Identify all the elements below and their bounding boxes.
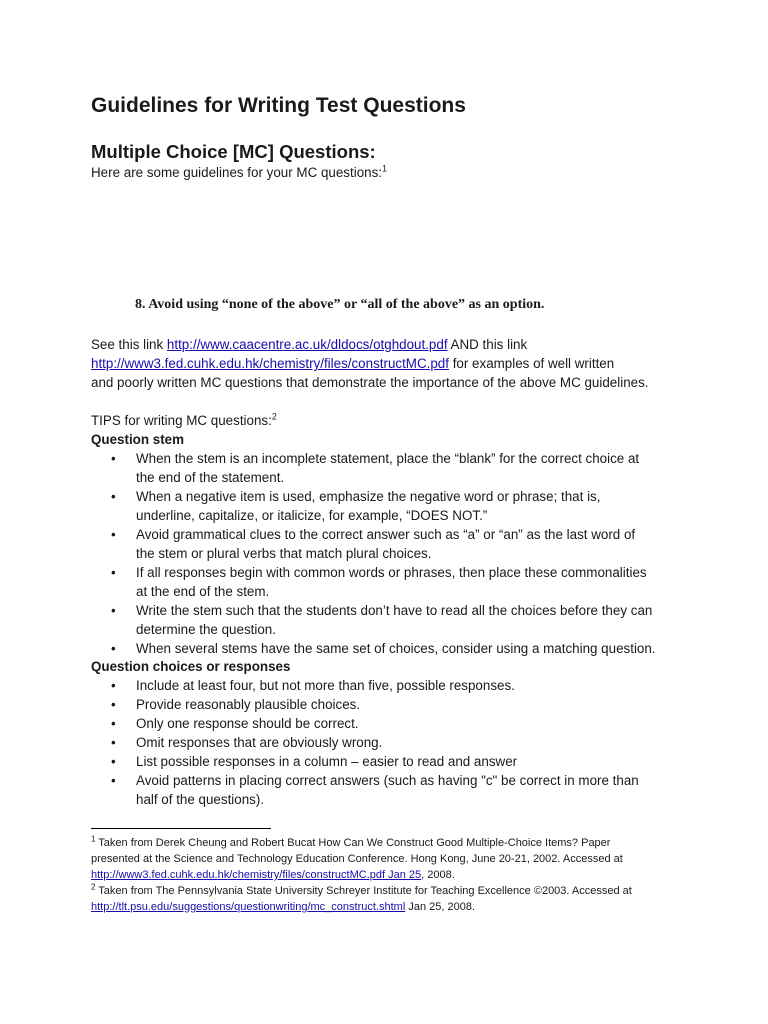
section-heading: Multiple Choice [MC] Questions: bbox=[91, 141, 376, 162]
list-item-text: Provide reasonably plausible choices. bbox=[136, 697, 361, 712]
list-item bbox=[91, 449, 691, 487]
list-item-text: When a negative item is used, emphasize the negative word or phrase; that is, bbox=[136, 489, 601, 504]
list-item-text: underline, capitalize, or italicize, for example, “DOES NOT.” bbox=[136, 508, 488, 523]
bullet-icon: • bbox=[111, 697, 116, 712]
stem-list bbox=[91, 449, 691, 658]
bullet-icon: • bbox=[111, 603, 116, 618]
choices-list bbox=[91, 676, 691, 809]
list-item-text: Omit responses that are obviously wrong. bbox=[136, 735, 383, 750]
list-item-text: List possible responses in a column – easier to read and answer bbox=[136, 754, 518, 769]
list-item-text: Only one response should be correct. bbox=[136, 716, 359, 731]
list-item-text: the end of the statement. bbox=[136, 470, 285, 485]
footnote-ref: 1 bbox=[382, 163, 388, 174]
list-item bbox=[91, 714, 691, 733]
footnote-1-line-3: http://www3.fed.cuhk.edu.hk/chemistry/files/constructMC.pdf Jan 25, 2008. bbox=[91, 869, 455, 881]
stem-heading: Question stem bbox=[91, 432, 185, 447]
footnote-1-link[interactable]: http://www3.fed.cuhk.edu.hk/chemistry/files/constructMC.pdf Jan 25 bbox=[91, 869, 422, 881]
list-item-text: half of the questions). bbox=[136, 792, 265, 807]
bullet-icon: • bbox=[111, 451, 116, 466]
tips-heading: TIPS for writing MC questions:$^2$ bbox=[91, 411, 277, 428]
list-item-text: the stem or plural verbs that match plural choices. bbox=[136, 546, 432, 561]
list-item-text: Avoid patterns in placing correct answers (such as having "c" be correct in more than bbox=[136, 773, 639, 788]
list-item-text: determine the question. bbox=[136, 622, 276, 637]
bullet-icon: • bbox=[111, 527, 116, 542]
list-item bbox=[91, 563, 691, 601]
links-line-1: See this link http://www.caacentre.ac.uk/dldocs/otghdout.pdf AND this link bbox=[91, 337, 528, 352]
list-item bbox=[91, 601, 691, 639]
bullet-icon: • bbox=[111, 754, 116, 769]
bullet-icon: • bbox=[111, 489, 116, 504]
footnote-divider bbox=[91, 828, 271, 829]
footnote-ref: 2 bbox=[271, 411, 277, 422]
list-item-text: Avoid grammatical clues to the correct answer such as “a” or “an” as the last word of bbox=[136, 527, 636, 542]
list-item bbox=[91, 695, 691, 714]
list-item bbox=[91, 525, 691, 563]
footnote-2-line-2: http://tlt.psu.edu/suggestions/questionwriting/mc_construct.shtml Jan 25, 2008. bbox=[91, 901, 476, 913]
list-item bbox=[91, 752, 691, 771]
list-item-text: If all responses begin with common words or phrases, then place these commonalities bbox=[136, 565, 647, 580]
choices-heading: Question choices or responses bbox=[91, 659, 291, 674]
list-item bbox=[91, 487, 691, 525]
list-item-text: When the stem is an incomplete statement, place the “blank” for the correct choice at bbox=[136, 451, 640, 466]
list-item bbox=[91, 771, 691, 809]
bullet-icon: • bbox=[111, 716, 116, 731]
list-item-text: When several stems have the same set of choices, consider using a matching question. bbox=[136, 641, 656, 656]
bullet-icon: • bbox=[111, 678, 116, 693]
cuhk-link[interactable]: http://www3.fed.cuhk.edu.hk/chemistry/files/constructMC.pdf bbox=[91, 356, 449, 371]
caacentre-link[interactable]: http://www.caacentre.ac.uk/dldocs/otghdout.pdf bbox=[166, 337, 448, 352]
bullet-icon: • bbox=[111, 735, 116, 750]
footnote-1-line-2: presented at the Science and Technology Education Conference. Hong Kong, June 20-21, 2002. Accessed at bbox=[91, 853, 623, 865]
bullet-icon: • bbox=[111, 641, 116, 656]
footnote-2-link[interactable]: http://tlt.psu.edu/suggestions/questionwriting/mc_construct.shtml bbox=[91, 901, 406, 913]
links-line-3: and poorly written MC questions that demonstrate the importance of the above MC guidelines. bbox=[91, 375, 649, 390]
list-item-text: Write the stem such that the students don’t have to read all the choices before they can bbox=[136, 603, 653, 618]
guideline-item-8: 8. Avoid using “none of the above” or “all of the above” as an option. bbox=[135, 297, 545, 312]
list-item-text: at the end of the stem. bbox=[136, 584, 270, 599]
page-title: Guidelines for Writing Test Questions bbox=[91, 94, 466, 117]
list-item bbox=[91, 676, 691, 695]
intro-text: Here are some guidelines for your MC questions:$^1$ bbox=[91, 163, 388, 180]
footnote-1-line-1: $^1$ Taken from Derek Cheung and Robert Bucat How Can We Construct Good Multiple-Choice Items? Paper bbox=[91, 834, 611, 849]
footnote-2-line-1: $^2$ Taken from The Pennsylvania State University Schreyer Institute for Teaching Excellence ©2003. Accessed at bbox=[91, 882, 632, 897]
list-item bbox=[91, 639, 691, 658]
links-line-2: http://www3.fed.cuhk.edu.hk/chemistry/files/constructMC.pdf for examples of well written bbox=[91, 356, 615, 371]
bullet-icon: • bbox=[111, 565, 116, 580]
list-item bbox=[91, 733, 691, 752]
list-item-text: Include at least four, but not more than five, possible responses. bbox=[136, 678, 515, 693]
bullet-icon: • bbox=[111, 773, 116, 788]
